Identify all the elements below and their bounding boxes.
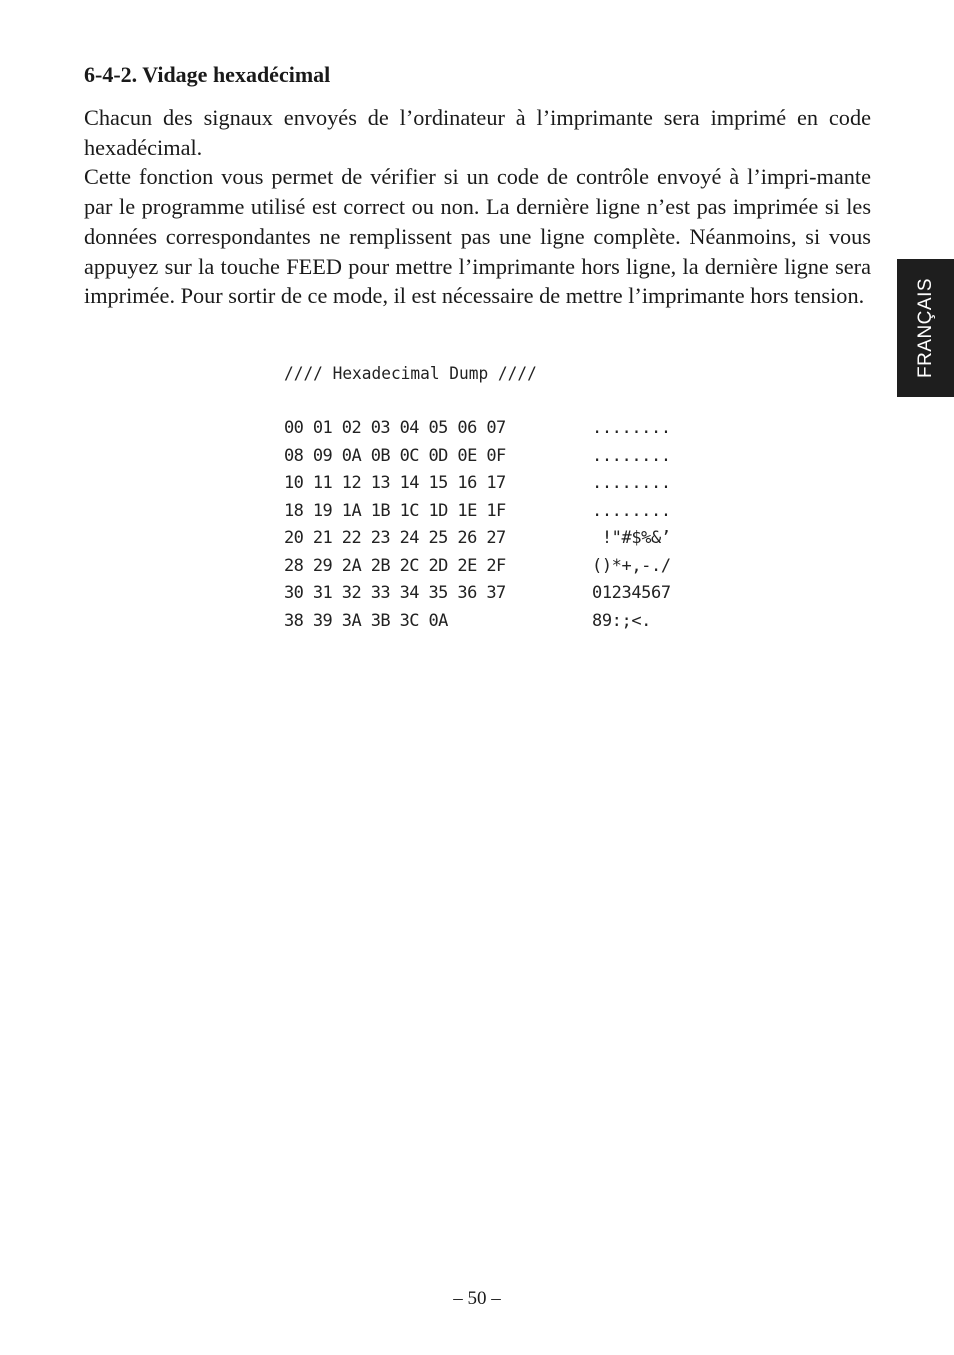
hex-dump-row-hex: 38 39 3A 3B 3C 0A — [284, 610, 448, 631]
hex-dump-row — [284, 416, 671, 440]
language-side-tab — [897, 259, 954, 397]
hex-dump-row-ascii: ........ — [592, 500, 671, 521]
hex-dump-row-hex: 00 01 02 03 04 05 06 07 — [284, 418, 506, 438]
section-body — [84, 103, 871, 311]
hex-dump-row-ascii: 01234567 — [592, 583, 671, 603]
hex-dump-row-hex: 10 11 12 13 14 15 16 17 — [284, 473, 506, 493]
hex-dump-row — [284, 581, 671, 605]
hex-dump-row-hex: 18 19 1A 1B 1C 1D 1E 1F — [284, 500, 506, 521]
hex-dump-row — [284, 526, 671, 550]
hex-dump-row — [284, 609, 652, 633]
hex-dump-row — [284, 554, 671, 578]
hex-dump-row-ascii: !"#$%&’ — [592, 528, 671, 548]
page-number: – 50 – — [453, 1288, 501, 1309]
hex-dump-row-hex: 30 31 32 33 34 35 36 37 — [284, 583, 506, 603]
hex-dump-row — [284, 471, 671, 495]
hex-dump-row-ascii: ........ — [592, 445, 671, 466]
language-side-tab-label: FRANÇAIS — [914, 277, 936, 379]
hex-dump-row-hex: 08 09 0A 0B 0C 0D 0E 0F — [284, 445, 506, 466]
paragraph-details: Cette fonction vous permet de vérifier si un code de contrôle envoyé à l’impri-mante par le programme utilisé est correct ou non. La dernière ligne n’est pas imprimée si les données correspondantes ne remplissent pas une ligne complète. Néanmoins, si vous appuyez sur la touche FEED pour mettre l’imprimante hors ligne, la dernière ligne sera imprimée. Pour sortir de ce mode, il est nécessaire de mettre l’imprimante hors tension. — [84, 164, 871, 309]
hex-dump-row — [284, 499, 671, 523]
hex-dump-row-hex: 28 29 2A 2B 2C 2D 2E 2F — [284, 555, 506, 576]
hex-dump-row-hex: 20 21 22 23 24 25 26 27 — [284, 528, 506, 548]
hex-dump-row-ascii: ........ — [592, 473, 671, 493]
paragraph-intro: Chacun des signaux envoyés de l’ordinateur à l’imprimante sera imprimé en code hexadécimal. — [84, 105, 871, 160]
hex-dump-row-ascii: 89:;<. — [592, 610, 652, 631]
hex-dump-row-ascii: ()*+,-./ — [592, 555, 671, 576]
hex-dump-row — [284, 444, 671, 468]
hex-dump-row-ascii: ........ — [592, 418, 671, 438]
hex-dump-title: //// Hexadecimal Dump //// — [284, 364, 537, 384]
section-heading: 6-4-2. Vidage hexadécimal — [84, 62, 331, 87]
